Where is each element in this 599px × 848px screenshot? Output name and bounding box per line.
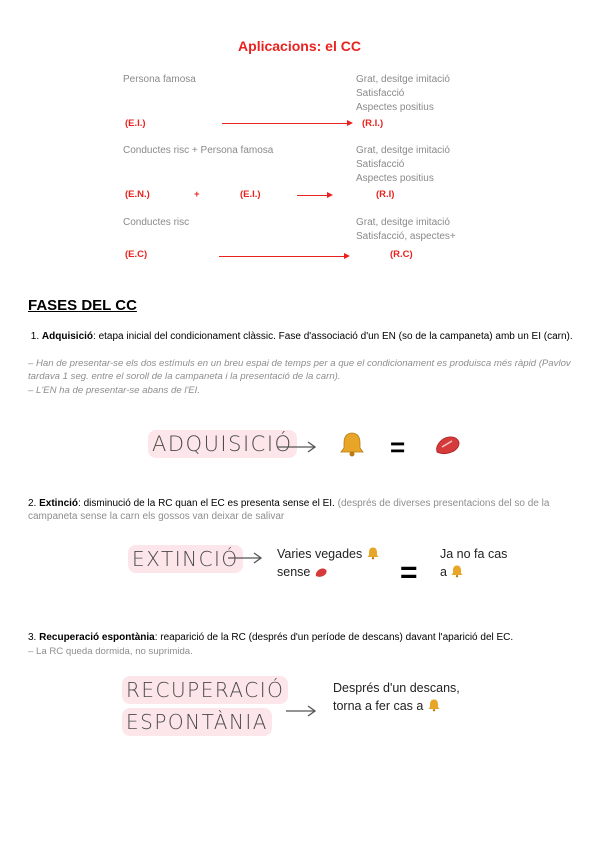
hand-arrow — [284, 702, 320, 718]
diagram-right-1-line: Aspectes positius — [356, 102, 434, 113]
arrowhead — [327, 192, 333, 198]
bell-icon — [338, 430, 366, 458]
hand-label-espontania: ESPONTÀNIA — [122, 708, 272, 736]
arrow — [219, 256, 344, 257]
phase-2-paragraph — [28, 497, 573, 523]
diagram-right-1-line: Satisfacció — [356, 88, 405, 99]
page-title: Aplicacions: el CC — [238, 38, 361, 54]
equals-sign: = — [400, 556, 418, 589]
phase-number: 2. — [28, 498, 37, 509]
diagram-right-2-line: Aspectes positius — [356, 173, 434, 184]
hand-note-line: torna a fer cas a — [333, 699, 424, 713]
phase-text: : reaparició de la RC (després d'un període de descans) davant l'aparició del EC. — [154, 632, 514, 643]
diagram-right-2-line: Grat, desitge imitació — [356, 145, 450, 156]
hand-note-line: sense — [277, 565, 311, 579]
response-ri: (R.I) — [376, 189, 395, 200]
hand-label-extincio: EXTINCIÓ — [128, 545, 243, 573]
hand-note-line: a — [440, 565, 447, 579]
hand-arrow — [276, 438, 320, 454]
hand-note-line: Després d'un descans, — [333, 681, 460, 695]
hand-note-extincio-result — [440, 545, 507, 581]
stimulus-en: (E.N.) — [125, 189, 150, 200]
diagram-right-3-line: Satisfacció, aspectes+ — [356, 231, 456, 242]
phase-3-paragraph — [28, 631, 573, 644]
diagram-left-2: Conductes risc + Persona famosa — [123, 145, 274, 156]
phase-1-paragraph — [28, 330, 573, 343]
diagram-left-1: Persona famosa — [123, 74, 196, 85]
phase-number: 3. — [28, 632, 37, 643]
arrow — [222, 123, 347, 124]
response-ri: (R.I.) — [362, 118, 384, 129]
stimulus-ec: (E.C) — [125, 249, 148, 260]
arrowhead — [347, 120, 353, 126]
diagram-right-3 — [356, 216, 456, 244]
hand-note-line: Varies vegades — [277, 547, 363, 561]
diagram-right-1-line: Grat, desitge imitació — [356, 74, 450, 85]
diagram-left-3: Conductes risc — [123, 217, 190, 228]
diagram-right-2 — [356, 144, 450, 186]
stimulus-ei: (E.I.) — [240, 189, 261, 200]
phase-1-note-2: – L'EN ha de presentar-se abans de l'EI. — [28, 385, 201, 396]
phase-term: Recuperació espontània — [39, 632, 155, 643]
hand-arrow — [226, 549, 266, 565]
hand-label-adquisicio: ADQUISICIÓ — [148, 430, 297, 458]
equals-sign: = — [390, 432, 406, 462]
phase-text: : etapa inicial del condicionament clàssic. Fase d'associació d'un EN (so de la campaneta) amb un EI (carn). — [93, 331, 573, 342]
section-title: FASES DEL CC — [28, 297, 137, 314]
hand-label-recuperacio: RECUPERACIÓ — [122, 676, 288, 704]
phase-3-note-1: – La RC queda dormida, no suprimida. — [28, 646, 193, 657]
response-rc: (R.C) — [390, 249, 413, 260]
meat-icon — [314, 566, 328, 578]
diagram-right-2-line: Satisfacció — [356, 159, 405, 170]
diagram-right-1 — [356, 73, 450, 115]
phase-term: Adquisició — [41, 331, 94, 342]
bell-icon — [366, 546, 380, 560]
diagram-right-3-line: Grat, desitge imitació — [356, 217, 450, 228]
bell-icon — [450, 564, 464, 578]
stimulus-ei: (E.I.) — [125, 118, 146, 129]
hand-note-line: Ja no fa cas — [440, 547, 508, 561]
phase-text: : disminució de la RC quan el EC es presenta sense el EI. — [78, 498, 335, 509]
arrow — [297, 195, 327, 196]
plus-sign: + — [194, 189, 200, 200]
hand-note-recuperacio — [333, 679, 460, 715]
arrowhead — [344, 253, 350, 259]
phase-1-note-1: – Han de presentar-se els dos estímuls en un breu espai de temps per a que el condicionament es produisca més ràpid (Pavlov tardava 1 seg. entre el soroll de la campaneta i la presentació de la carn). — [28, 358, 571, 382]
phase-text-gray: (després de diverses presentacions del so de la campaneta sense la carn els gossos van deixar de salivar — [28, 498, 550, 522]
hand-note-extincio — [277, 545, 380, 581]
bell-icon — [427, 698, 441, 712]
phase-number: 1. — [30, 331, 40, 342]
meat-icon — [433, 432, 463, 458]
phase-term: Extinció — [39, 498, 79, 509]
